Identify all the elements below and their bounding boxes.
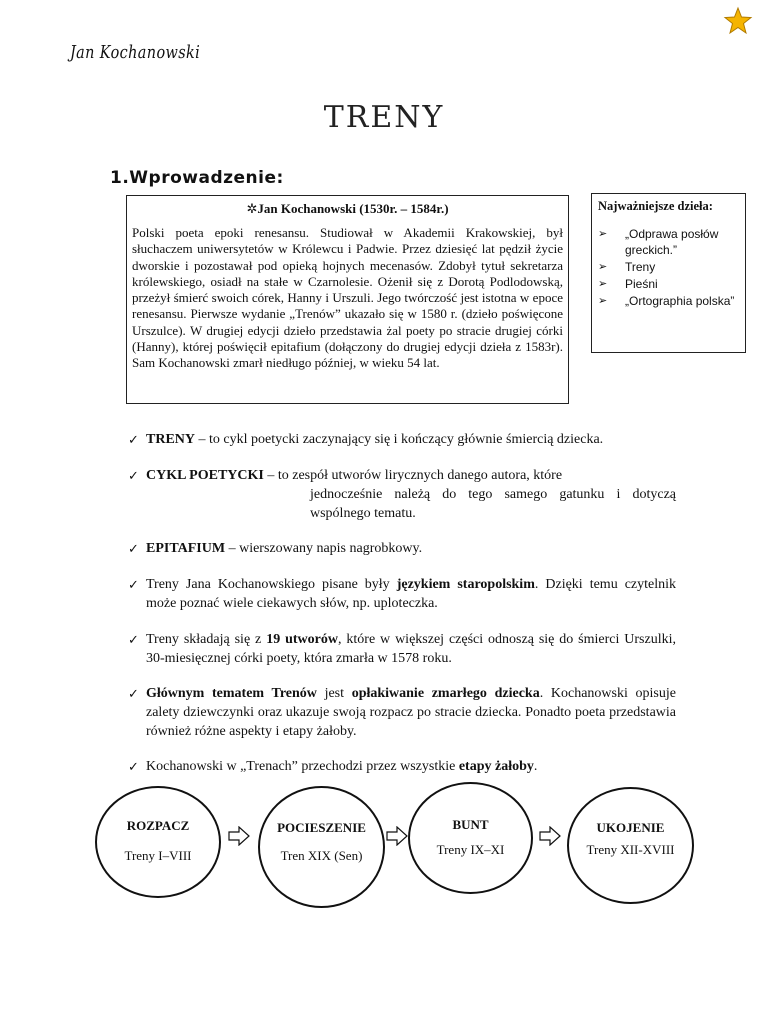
- arrow-bullet-icon: ➢: [598, 295, 608, 307]
- list-item: ➢ „Odprawa posłów greckich.”: [598, 227, 719, 257]
- bullet-jezyk: ✓ Treny Jana Kochanowskiego pisane były językiem staropolskim. Dzięki temu czytelnik może poznać wiele ciekawych słów, np. uplotеczka.: [128, 577, 677, 611]
- bio-text: Polski poeta epoki renesansu. Studiował w Akademii Krakowskiej, był słuchaczem uniwersytetów w Królewcu i Padwie. Przez dziesięć lat pędził życie dworskie i pozostawał pod opieką hojnych mecenasów. Zdobył tytuł sekretarza królewskiego, osiadł na stałe w Czarnolesie. Ożenił się z Dorotą Podlodowską, przeżył śmierć swoich córek, Hanny i Urszuli. Jego twórczość jest istotna w epoce renesansu. Pierwsze wydanie „Trenów” ukazało się w 1580 r. (dzieło poświęcone Urszulce). W drugiej edycji dzieło przedstawia żal poety po stracie drugiej córki (Hanny), której poświęcił epitafium (dołączony do drugiej edycji dzieła z 1583r). Sam Kochanowski zmarł niedługo później, w wieku 54 lat.: [132, 225, 563, 371]
- author-name: Jan Kochanowski: [70, 42, 201, 63]
- important-works-box: [591, 193, 746, 353]
- bullet-utwory: ✓ Treny składają się z 19 utworów, które w większej części odnoszą się do śmierci Urszulki, 30-miesięcznej córki poety, która zmarła w 1578 roku.: [128, 632, 676, 666]
- bullet-cykl-poetycki: ✓ CYKL POETYCKI – to zespół utworów lirycznych danego autora, które jednocześnie należą do tego samego gatunku i dotyczą wspólnego tematu.: [128, 468, 676, 521]
- bio-heading: [132, 201, 563, 217]
- author-bio-box: [126, 195, 569, 404]
- list-item: ➢ Treny: [598, 260, 656, 274]
- arrow-bullet-icon: ➢: [598, 228, 608, 240]
- checkmark-icon: ✓: [128, 468, 139, 483]
- checkmark-icon: ✓: [128, 432, 139, 447]
- list-item: ➢ „Ortographia polska”: [598, 294, 735, 308]
- stage-circle-ukojenie: UKOJENIE Treny XII-XVIII: [567, 787, 694, 904]
- checkmark-icon: ✓: [128, 686, 139, 701]
- arrow-right-icon: [386, 826, 408, 846]
- list-item: ➢ Pieśni: [598, 277, 658, 291]
- checkmark-icon: ✓: [128, 632, 139, 647]
- stage-circle-pocieszenie: POCIESZENIE Tren XIX (Sen): [258, 786, 385, 908]
- checkmark-icon: ✓: [128, 759, 139, 774]
- bullet-epitafium: ✓ EPITAFIUM – wierszowany napis nagrobkowy.: [128, 541, 423, 556]
- page-title: TRENY: [323, 100, 445, 135]
- bio-heading-text: Jan Kochanowski (1530r. – 1584r.): [257, 201, 449, 216]
- stage-circle-rozpacz: ROZPACZ Treny I–VIII: [95, 786, 221, 898]
- arrow-right-icon: [539, 826, 561, 846]
- works-heading: Najważniejsze dzieła:: [598, 199, 713, 213]
- arrow-right-icon: [228, 826, 250, 846]
- checkmark-icon: ✓: [128, 541, 139, 556]
- section-heading: 1.Wprowadzenie:: [110, 168, 284, 188]
- bullet-temat: ✓ Głównym tematem Trenów jest opłakiwanie zmarłego dziecka. Kochanowski opisuje zalety dziewczynki oraz ukazuje swoją rozpacz po stracie dziecka. Ponadto poeta przedstawia również różne aspekty i etapy żałoby.: [128, 686, 676, 739]
- star-icon[interactable]: [723, 6, 753, 36]
- checkmark-icon: ✓: [128, 577, 139, 592]
- arrow-bullet-icon: ➢: [598, 261, 608, 273]
- arrow-bullet-icon: ➢: [598, 278, 608, 290]
- flower-icon: ✲: [246, 201, 258, 216]
- stage-circle-bunt: BUNT Treny IX–XI: [408, 782, 533, 894]
- bullet-etapy: ✓ Kochanowski w „Trenach” przechodzi przez wszystkie etapy żałoby.: [128, 759, 538, 774]
- works-list: [598, 226, 739, 309]
- bullet-treny: ✓ TRENY – to cykl poetycki zaczynający się i kończący głównie śmiercią dziecka.: [128, 432, 604, 447]
